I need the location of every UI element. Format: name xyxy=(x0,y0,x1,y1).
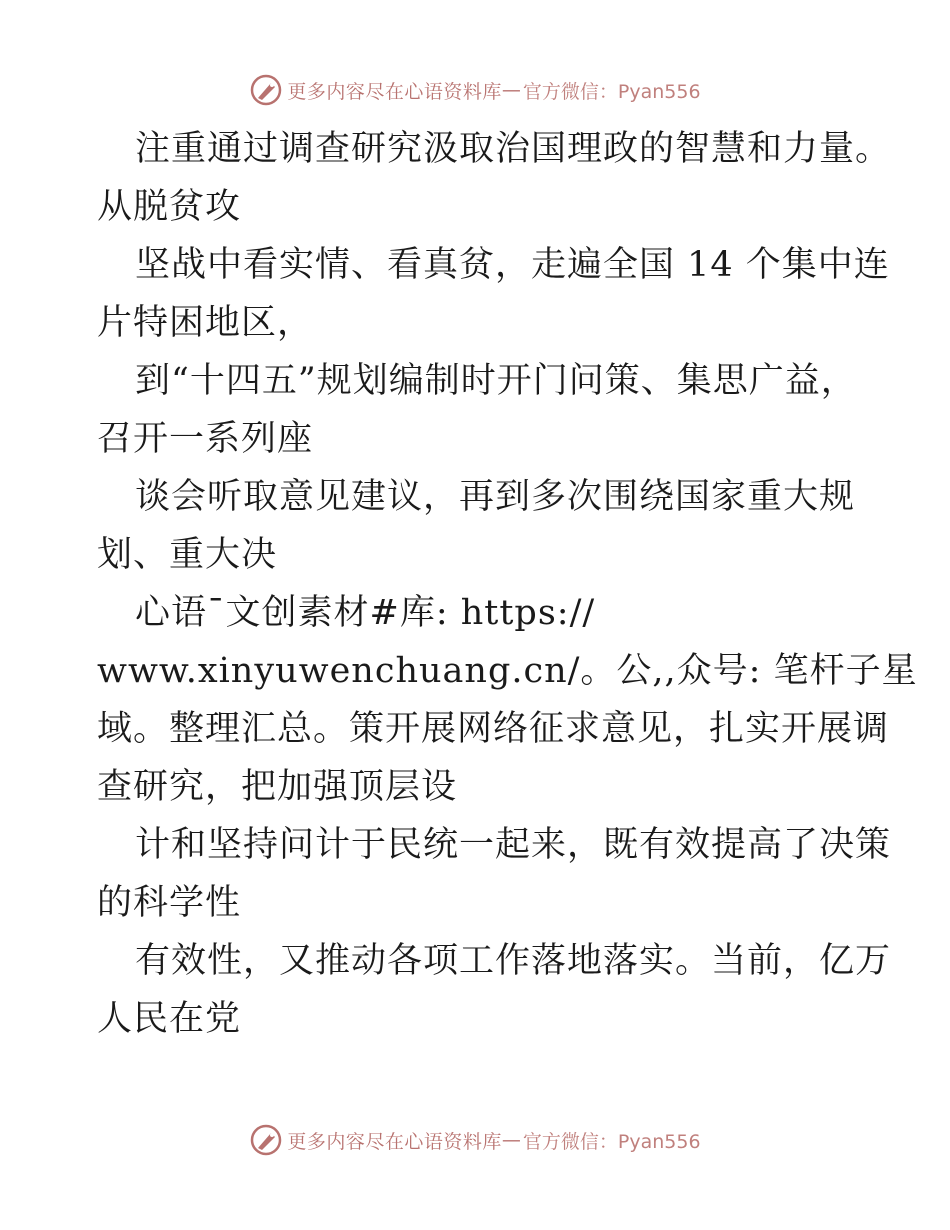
text-line: 从脱贫攻 xyxy=(97,187,242,227)
document-body xyxy=(97,120,918,1048)
header-watermark xyxy=(0,70,950,110)
text-line: 心语¯文创素材#库: https:// xyxy=(135,593,596,633)
text-line: 计和坚持问计于民统一起来，既有效提高了决策 xyxy=(135,825,892,865)
text-line: 人民在党 xyxy=(97,999,242,1039)
text-line: 查研究，把加强顶层设 xyxy=(97,767,458,807)
text-line: 坚战中看实情、看真贫，走遍全国 14 个集中连 xyxy=(135,245,890,285)
watermark-contact: 官方微信：Pyan556 xyxy=(522,1130,701,1153)
text-line: 注重通过调查研究汲取治国理政的智慧和力量。 xyxy=(135,129,892,169)
text-line: 到“十四五”规划编制时开门问策、集思广益， xyxy=(135,361,857,401)
text-line: www.xinyuwenchuang.cn/。公,,众号: 笔杆子星 xyxy=(97,651,918,691)
text-line: 有效性，又推动各项工作落地落实。当前，亿万 xyxy=(135,941,892,981)
watermark-text: 更多内容尽在心语资料库 xyxy=(287,1130,502,1153)
footer-watermark xyxy=(0,1120,950,1160)
text-line: 的科学性 xyxy=(97,883,242,923)
text-line: 域。整理汇总。策开展网络征求意见，扎实开展调 xyxy=(97,709,890,749)
text-line: 谈会听取意见建议，再到多次围绕国家重大规 xyxy=(135,477,856,517)
watermark-text: 更多内容尽在心语资料库 xyxy=(287,80,502,103)
pen-nib-logo-icon xyxy=(249,73,283,107)
text-line: 片特困地区， xyxy=(97,303,314,343)
pen-nib-logo-icon xyxy=(249,1123,283,1157)
watermark-dash: — xyxy=(501,79,521,101)
text-line: 召开一系列座 xyxy=(97,419,314,459)
watermark-dash: — xyxy=(501,1129,521,1151)
watermark-contact: 官方微信：Pyan556 xyxy=(522,80,701,103)
text-line: 划、重大决 xyxy=(97,535,278,575)
